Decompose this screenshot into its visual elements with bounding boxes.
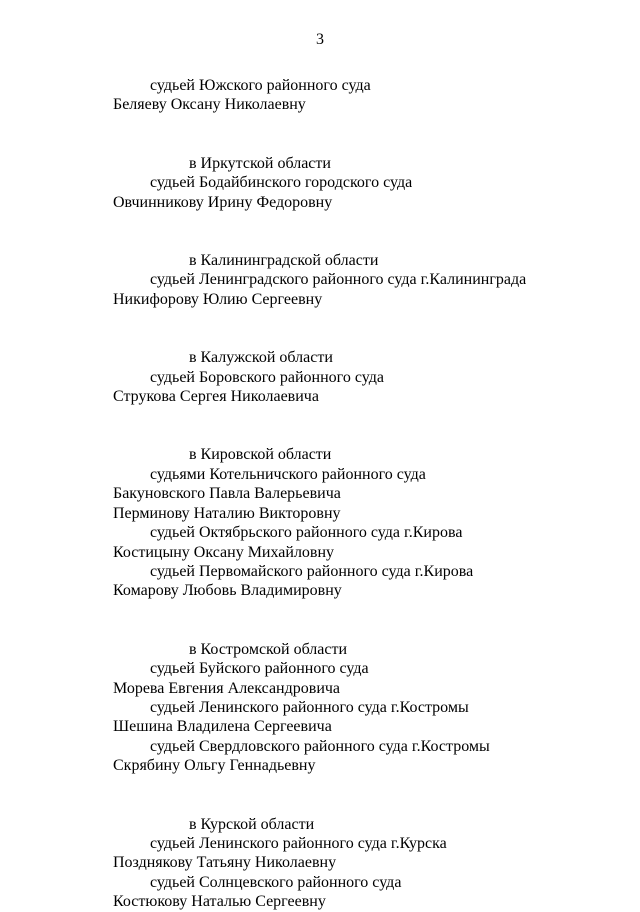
- court-line: судьей Ленинградского районного суда г.Калининграда: [150, 271, 527, 289]
- court-line: судьей Свердловского районного суда г.Костромы: [150, 737, 490, 755]
- court-line: судьей Южского районного суда: [150, 77, 371, 94]
- region-heading: в Калининградской области: [189, 252, 379, 270]
- court-line: судьей Ленинского районного суда г.Костромы: [150, 698, 469, 716]
- region-block: [0, 815, 640, 912]
- judge-name: Скрябину Ольгу Геннадьевну: [113, 757, 316, 775]
- appointment-list: [0, 76, 640, 912]
- judge-name: Комарову Любовь Владимировну: [113, 582, 342, 600]
- judge-name: Шешина Владилена Сергеевича: [113, 718, 332, 736]
- court-line: судьей Октябрьского районного суда г.Кирова: [150, 524, 463, 542]
- region-block: [0, 251, 640, 309]
- court-line: судьей Боровского районного суда: [150, 368, 384, 386]
- region-block: [0, 154, 640, 212]
- region-heading: в Иркутской области: [189, 154, 331, 172]
- court-line: судьей Первомайского районного суда г.Кирова: [150, 562, 474, 580]
- judge-name: Костюкову Наталью Сергеевну: [113, 893, 326, 911]
- judge-name: Никифорову Юлию Сергеевну: [113, 290, 323, 308]
- judge-name: Струкова Сергея Николаевича: [113, 388, 319, 406]
- block-gap: [0, 776, 640, 815]
- block-gap: [0, 601, 640, 640]
- judge-name: Перминову Наталию Викторовну: [113, 504, 341, 522]
- court-line: судьей Ленинского районного суда г.Курска: [150, 834, 447, 852]
- judge-name: Бакуновского Павла Валерьевича: [113, 485, 341, 503]
- region-heading: в Курской области: [189, 815, 315, 833]
- block-gap: [0, 212, 640, 251]
- region-block: [0, 445, 640, 600]
- page-number: 3: [316, 31, 324, 48]
- region-block: [0, 348, 640, 406]
- region-block: [0, 640, 640, 776]
- judge-name: Морева Евгения Александровича: [113, 679, 341, 697]
- region-heading: в Калужской области: [189, 349, 333, 367]
- court-line: судьями Котельничского районного суда: [150, 465, 426, 483]
- block-gap: [0, 309, 640, 348]
- judge-name: Беляеву Оксану Николаевну: [113, 96, 306, 114]
- block-gap: [0, 115, 640, 154]
- court-line: судьей Буйского районного суда: [150, 660, 369, 678]
- court-line: судьей Бодайбинского городского суда: [150, 174, 413, 192]
- block-gap: [0, 406, 640, 445]
- judge-name: Позднякову Татьяну Николаевну: [113, 854, 337, 872]
- judge-name: Овчинникову Ирину Федоровну: [113, 193, 333, 211]
- court-line: судьей Солнцевского районного суда: [150, 873, 402, 891]
- region-heading: в Кировской области: [189, 446, 332, 464]
- judge-name: Костицыну Оксану Михайловну: [113, 543, 335, 561]
- region-heading: в Костромской области: [189, 640, 348, 658]
- region-block: [0, 76, 640, 115]
